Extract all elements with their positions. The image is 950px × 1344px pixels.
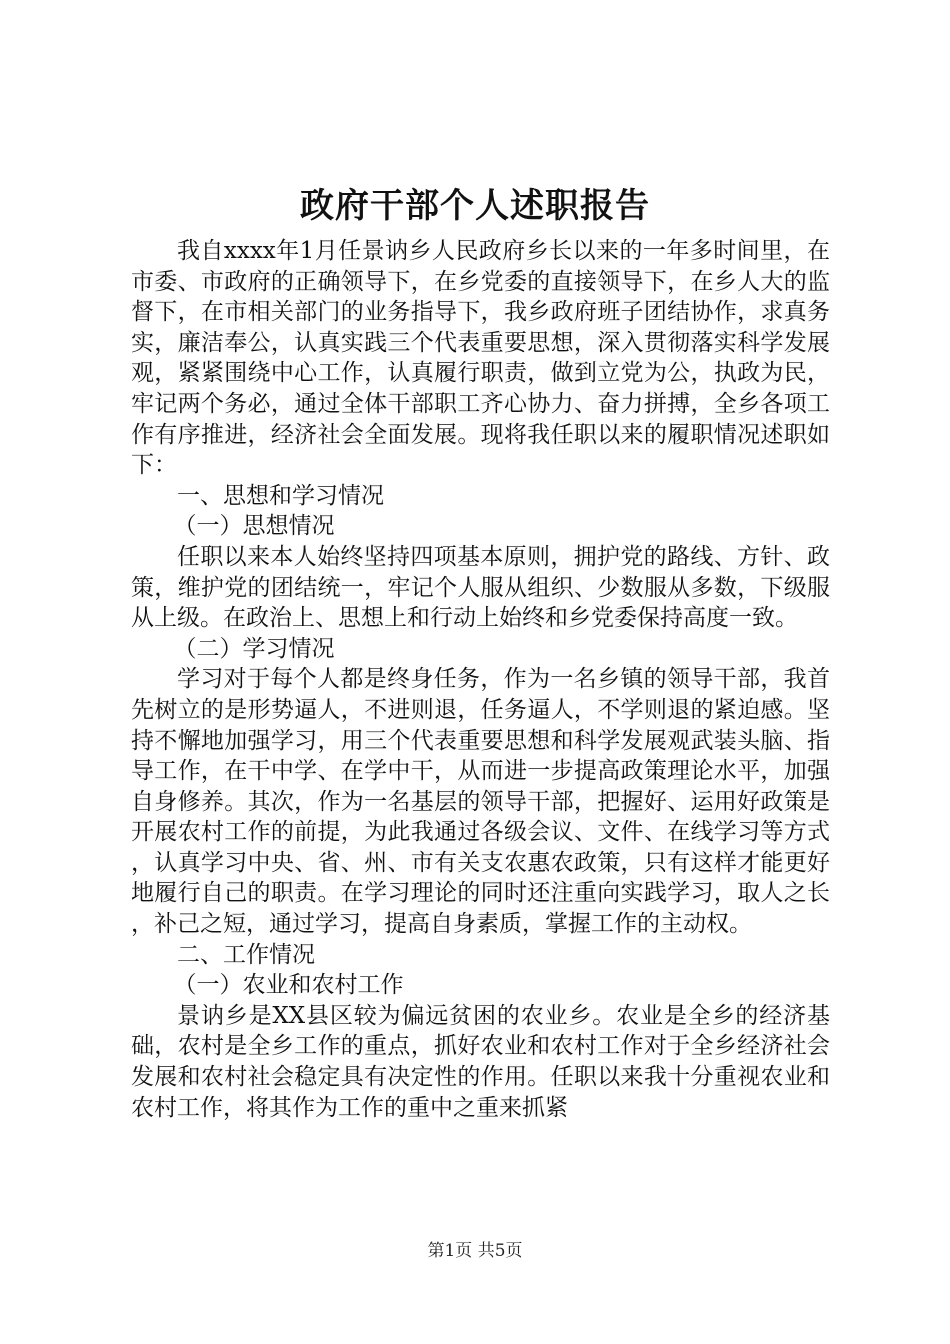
paragraph-agriculture: 景讷乡是XX县区较为偏远贫困的农业乡。农业是全乡的经济基础，农村是全乡工作的重点，抓好农业和农村工作对于全乡经济社会发展和农村社会稳定具有决定性的作用。任职以来我十分重视农业和农村工作，将其作为工作的重中之重来抓紧 — [131, 1002, 830, 1121]
paragraph-study: 学习对于每个人都是终身任务，作为一名乡镇的领导干部，我首先树立的是形势逼人，不进则退，任务逼人，不学则退的紧迫感。坚持不懈地加强学习，用三个代表重要思想和科学发展观武装头脑、指导工作，在干中学、在学中干，从而进一步提高政策理论水平，加强自身修养。其次，作为一名基层的领导干部，把握好、运用好政策是开展农村工作的前提，为此我通过各级会议、文件、在线学习等方式，认真学习中央、省、州、市有关支农惠农政策，只有这样才能更好地履行自己的职责。在学习理论的同时还注重向实践学习，取人之长，补己之短，通过学习，提高自身素质，掌握工作的主动权。 — [131, 666, 830, 938]
paragraph-thought: 任职以来本人始终坚持四项基本原则，拥护党的路线、方针、政策，维护党的团结统一，牢记个人服从组织、少数服从多数，下级服从上级。在政治上、思想上和行动上始终和乡党委保持高度一致。 — [131, 543, 830, 632]
subsection-heading-1-1: （一）思想情况 — [173, 513, 335, 540]
document-body — [131, 236, 830, 1123]
subsection-heading-1-2: （二）学习情况 — [173, 635, 335, 662]
page-number-footer: 第1页 共5页 — [427, 1241, 523, 1261]
paragraph-intro: 我自xxxx年1月任景讷乡人民政府乡长以来的一年多时间里，在市委、市政府的正确领导下，在乡党委的直接领导下，在乡人大的监督下，在市相关部门的业务指导下，我乡政府班子团结协作，求真务实，廉洁奉公，认真实践三个代表重要思想，深入贯彻落实科学发展观，紧紧围绕中心工作，认真履行职责，做到立党为公，执政为民，牢记两个务必，通过全体干部职工齐心协力、奋力拼搏，全乡各项工作有序推进，经济社会全面发展。现将我任职以来的履职情况述职如下： — [131, 238, 830, 479]
section-heading-1: 一、思想和学习情况 — [177, 482, 384, 509]
subsection-heading-2-1: （一）农业和农村工作 — [173, 972, 404, 999]
section-heading-2: 二、工作情况 — [177, 941, 315, 968]
document-title: 政府干部个人述职报告 — [300, 186, 650, 226]
